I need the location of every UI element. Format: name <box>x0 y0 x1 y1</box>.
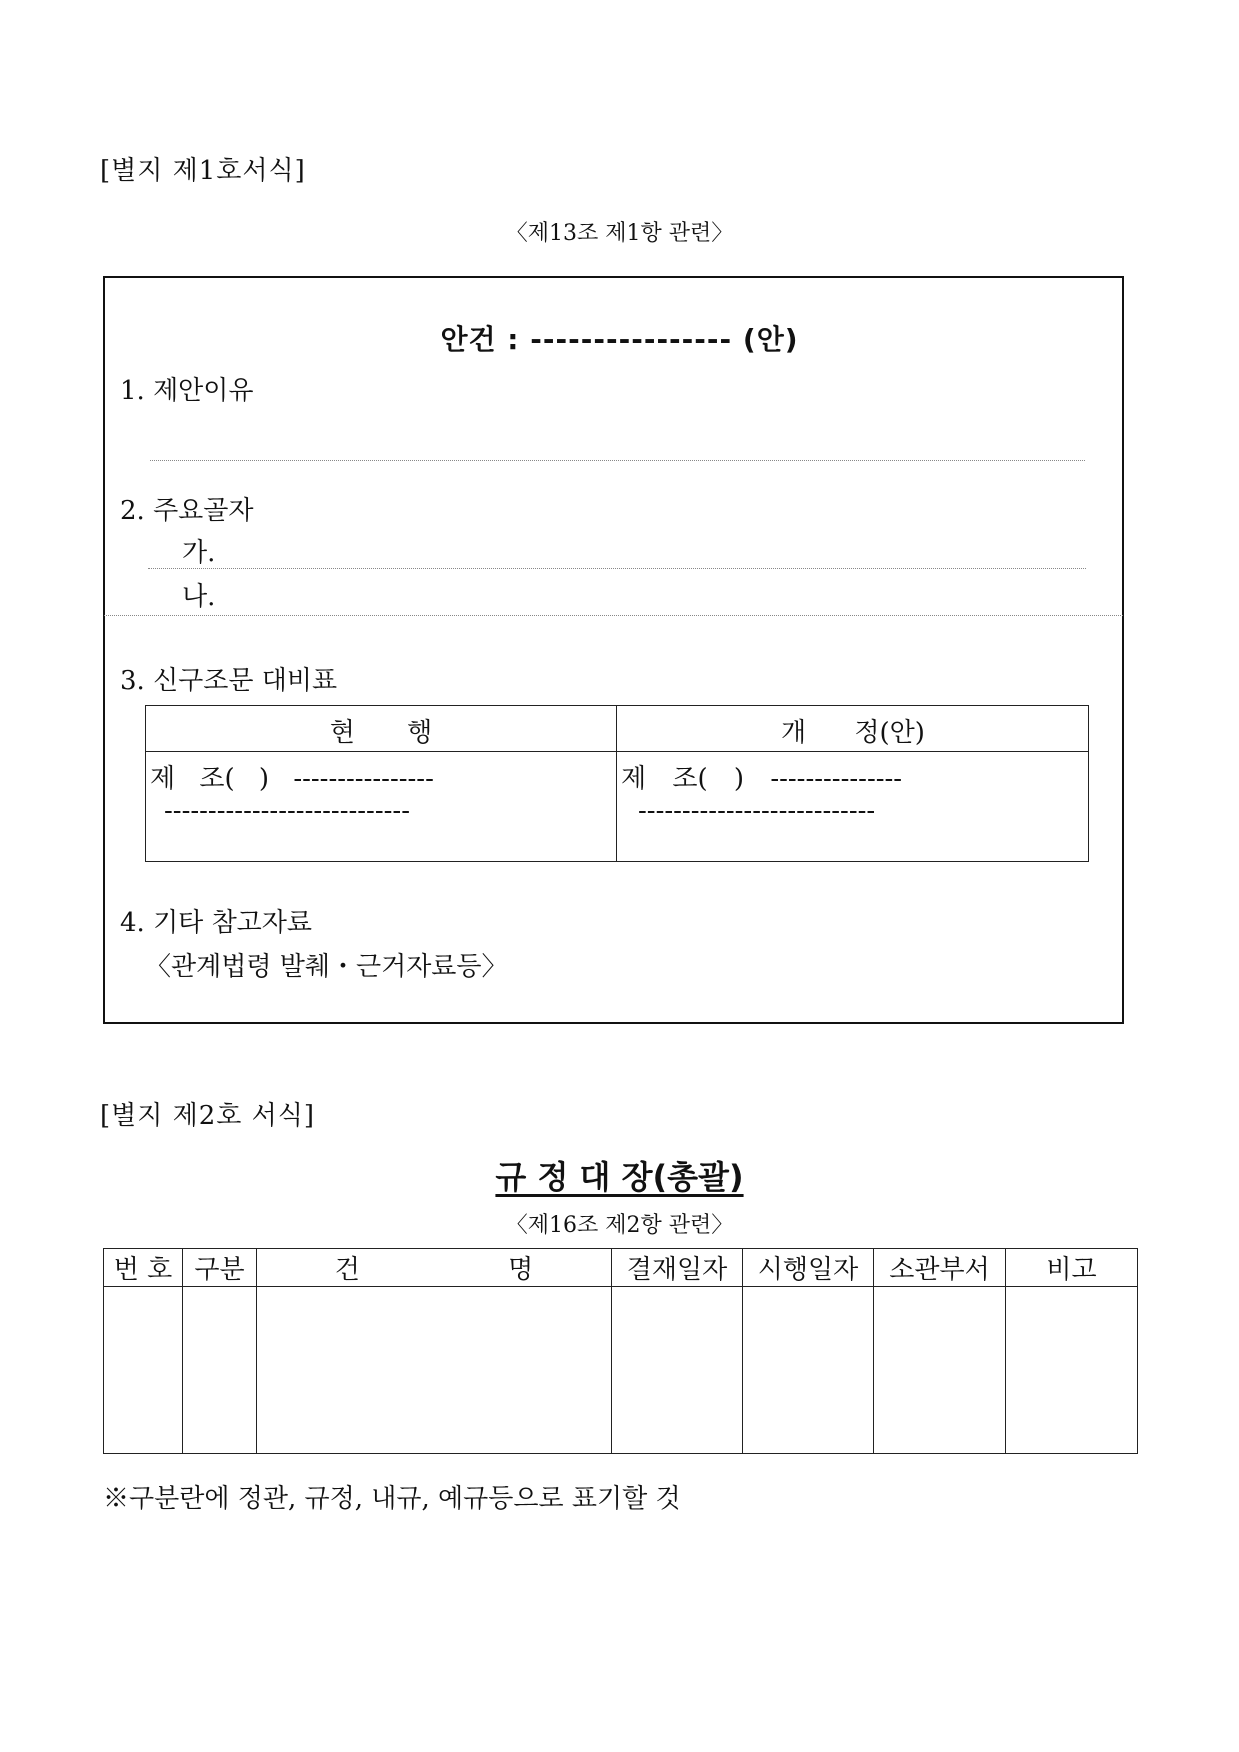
main-point-dotted-line <box>148 568 1086 569</box>
form2-reference: 〈제16조 제2항 관련〉 <box>505 1213 734 1238</box>
column-header-department: 소관부서 <box>874 1249 1006 1287</box>
table-row <box>104 1287 1138 1454</box>
ledger-cell[interactable] <box>257 1287 612 1454</box>
column-header-approval-date: 결재일자 <box>612 1249 743 1287</box>
column-header-effective-date: 시행일자 <box>743 1249 874 1287</box>
comparison-header-revised: 개 정(안) <box>781 718 925 748</box>
section-main-points: 2. 주요골자 <box>120 496 254 526</box>
column-header-remarks: 비고 <box>1006 1249 1138 1287</box>
agenda-title: 안건 : ---------------- (안) <box>440 323 799 356</box>
ledger-cell[interactable] <box>612 1287 743 1454</box>
regulation-ledger-table <box>103 1248 1138 1454</box>
section-other-references: 4. 기타 참고자료 <box>120 908 313 938</box>
current-article-line: 제 조( ) ---------------- <box>150 764 434 794</box>
section-proposal-reason: 1. 제안이유 <box>120 376 254 406</box>
column-header-number: 번 호 <box>104 1249 183 1287</box>
ledger-cell[interactable] <box>743 1287 874 1454</box>
column-header-category: 구분 <box>183 1249 257 1287</box>
ledger-title: 규 정 대 장(총괄) <box>495 1158 744 1196</box>
form1-reference: 〈제13조 제1항 관련〉 <box>505 221 734 246</box>
revised-article-continuation: --------------------------- <box>638 796 876 826</box>
comparison-table-divider <box>616 706 617 861</box>
ledger-footnote: ※구분란에 정관, 규정, 내규, 예규등으로 표기할 것 <box>103 1484 681 1514</box>
ledger-cell[interactable] <box>183 1287 257 1454</box>
ledger-cell[interactable] <box>1006 1287 1138 1454</box>
comparison-table-header-rule <box>146 751 1088 752</box>
section-divider-dotted-line <box>104 615 1123 616</box>
other-references-note: 〈관계법령 발췌・근거자료등〉 <box>145 952 508 982</box>
reason-dotted-line <box>150 460 1085 461</box>
comparison-header-current: 현 행 <box>329 718 433 748</box>
ledger-cell[interactable] <box>104 1287 183 1454</box>
current-article-continuation: ---------------------------- <box>164 796 410 826</box>
ledger-header-row <box>104 1249 1138 1287</box>
main-point-item: 가. <box>182 538 216 568</box>
ledger-cell[interactable] <box>874 1287 1006 1454</box>
form2-header: [별지 제2호 서식] <box>100 1101 316 1131</box>
revised-article-line: 제 조( ) --------------- <box>621 764 903 794</box>
main-point-item: 나. <box>182 582 216 612</box>
column-header-item-name: 건 명 <box>257 1249 612 1287</box>
form1-header: [별지 제1호서식] <box>100 156 306 186</box>
section-comparison-table: 3. 신구조문 대비표 <box>120 666 338 696</box>
comparison-table <box>145 705 1089 862</box>
